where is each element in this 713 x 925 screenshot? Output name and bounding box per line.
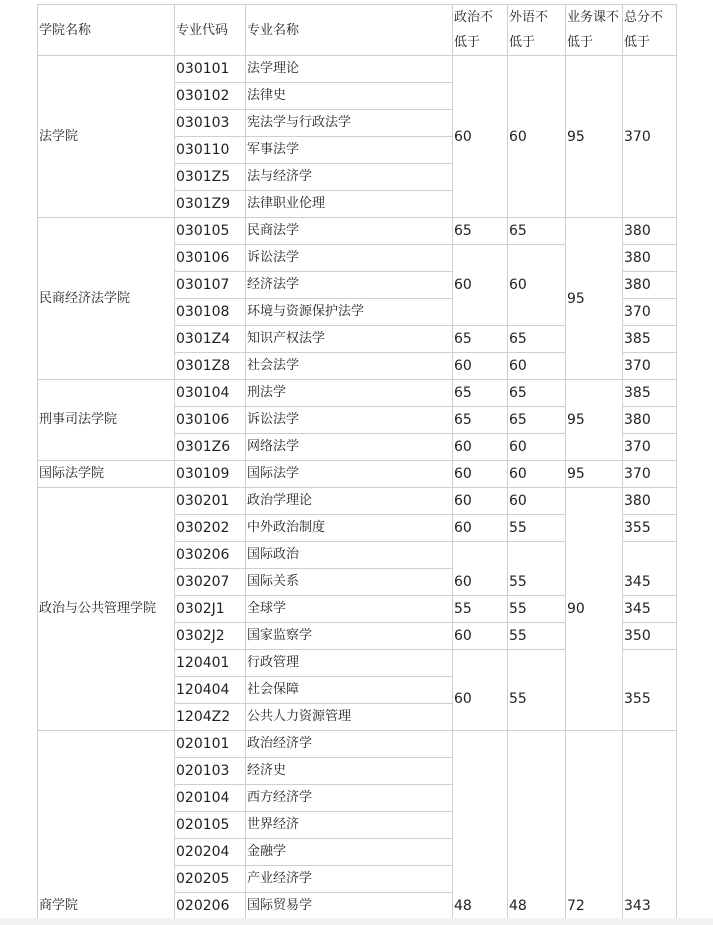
name-cell: 经济史 [246,758,453,785]
name-cell: 法律史 [246,83,453,110]
header-college: 学院名称 [38,5,175,56]
admission-score-table [37,4,677,918]
college-cell: 国际法学院 [38,461,175,488]
major-cell: 72 [566,731,623,919]
language-cell: 48 [508,731,566,919]
code-cell: 0301Z9 [175,191,246,218]
language-cell: 55 [508,596,566,623]
total-cell: 370 [623,299,677,326]
politics-cell: 60 [453,650,508,731]
major-cell: 95 [566,56,623,218]
language-cell: 55 [508,515,566,542]
total-cell: 385 [623,380,677,407]
total-cell: 380 [623,272,677,299]
politics-cell: 60 [453,542,508,596]
code-cell: 020206 [175,893,246,919]
language-cell: 65 [508,326,566,353]
name-cell: 刑法学 [246,380,453,407]
code-cell: 020205 [175,866,246,893]
total-cell: 355 [623,650,677,731]
total-cell: 345 [623,542,677,596]
language-cell: 55 [508,542,566,596]
name-cell: 宪法学与行政法学 [246,110,453,137]
name-cell: 社会法学 [246,353,453,380]
politics-cell: 60 [453,623,508,650]
code-cell: 0301Z4 [175,326,246,353]
name-cell: 产业经济学 [246,866,453,893]
code-cell: 030107 [175,272,246,299]
major-cell: 95 [566,380,623,461]
total-cell: 343 [623,731,677,919]
code-cell: 030105 [175,218,246,245]
college-cell: 刑事司法学院 [38,380,175,461]
header-language: 外语不 低于 [508,5,566,56]
code-cell: 0302J2 [175,623,246,650]
table-row [38,218,677,245]
code-cell: 0301Z8 [175,353,246,380]
total-cell: 370 [623,434,677,461]
table-row [38,380,677,407]
code-cell: 030206 [175,542,246,569]
name-cell: 军事法学 [246,137,453,164]
total-cell: 370 [623,461,677,488]
code-cell: 030110 [175,137,246,164]
language-cell: 65 [508,218,566,245]
language-cell: 60 [508,56,566,218]
name-cell: 社会保障 [246,677,453,704]
code-cell: 030104 [175,380,246,407]
name-cell: 国际贸易学 [246,893,453,919]
name-cell: 民商法学 [246,218,453,245]
politics-cell: 60 [453,434,508,461]
code-cell: 030101 [175,56,246,83]
politics-cell: 60 [453,353,508,380]
code-cell: 030106 [175,407,246,434]
code-cell: 020103 [175,758,246,785]
name-cell: 中外政治制度 [246,515,453,542]
total-cell: 385 [623,326,677,353]
total-cell: 370 [623,353,677,380]
politics-cell: 65 [453,326,508,353]
name-cell: 法学理论 [246,56,453,83]
name-cell: 知识产权法学 [246,326,453,353]
name-cell: 国际关系 [246,569,453,596]
politics-cell: 60 [453,56,508,218]
language-cell: 65 [508,380,566,407]
header-politics: 政治不 低于 [453,5,508,56]
code-cell: 030202 [175,515,246,542]
language-cell: 65 [508,407,566,434]
header-code: 专业代码 [175,5,246,56]
header-name: 专业名称 [246,5,453,56]
total-cell: 355 [623,515,677,542]
code-cell: 020101 [175,731,246,758]
table-row [38,461,677,488]
total-cell: 380 [623,245,677,272]
politics-cell: 65 [453,218,508,245]
politics-cell: 65 [453,407,508,434]
table-header-row [38,5,677,56]
code-cell: 0302J1 [175,596,246,623]
code-cell: 030109 [175,461,246,488]
code-cell: 030106 [175,245,246,272]
total-cell: 370 [623,56,677,218]
name-cell: 国际法学 [246,461,453,488]
code-cell: 030207 [175,569,246,596]
college-cell: 政治与公共管理学院 [38,488,175,731]
major-cell: 90 [566,488,623,731]
name-cell: 诉讼法学 [246,407,453,434]
name-cell: 环境与资源保护法学 [246,299,453,326]
politics-cell: 60 [453,488,508,515]
language-cell: 60 [508,245,566,326]
name-cell: 西方经济学 [246,785,453,812]
name-cell: 金融学 [246,839,453,866]
name-cell: 政治学理论 [246,488,453,515]
college-cell: 民商经济法学院 [38,218,175,380]
major-cell: 95 [566,218,623,380]
code-cell: 030103 [175,110,246,137]
politics-cell: 60 [453,245,508,326]
header-total: 总分不 低于 [623,5,677,56]
politics-cell: 48 [453,731,508,919]
total-cell: 380 [623,218,677,245]
total-cell: 380 [623,488,677,515]
code-cell: 030102 [175,83,246,110]
language-cell: 60 [508,353,566,380]
major-cell: 95 [566,461,623,488]
code-cell: 030108 [175,299,246,326]
code-cell: 120401 [175,650,246,677]
code-cell: 020104 [175,785,246,812]
politics-cell: 65 [453,380,508,407]
name-cell: 政治经济学 [246,731,453,758]
name-cell: 全球学 [246,596,453,623]
code-cell: 020204 [175,839,246,866]
name-cell: 法与经济学 [246,164,453,191]
name-cell: 法律职业伦理 [246,191,453,218]
language-cell: 60 [508,461,566,488]
language-cell: 55 [508,650,566,731]
code-cell: 030201 [175,488,246,515]
college-cell: 商学院 [38,731,175,919]
name-cell: 诉讼法学 [246,245,453,272]
code-cell: 0301Z6 [175,434,246,461]
name-cell: 网络法学 [246,434,453,461]
politics-cell: 60 [453,461,508,488]
name-cell: 世界经济 [246,812,453,839]
language-cell: 60 [508,488,566,515]
table-row [38,56,677,83]
name-cell: 公共人力资源管理 [246,704,453,731]
table-row [38,488,677,515]
table-row [38,731,677,758]
name-cell: 经济法学 [246,272,453,299]
code-cell: 1204Z2 [175,704,246,731]
bottom-edge [0,918,713,925]
name-cell: 行政管理 [246,650,453,677]
politics-cell: 60 [453,515,508,542]
name-cell: 国际政治 [246,542,453,569]
code-cell: 0301Z5 [175,164,246,191]
total-cell: 345 [623,596,677,623]
header-major: 业务课不 低于 [566,5,623,56]
name-cell: 国家监察学 [246,623,453,650]
total-cell: 350 [623,623,677,650]
code-cell: 120404 [175,677,246,704]
college-cell: 法学院 [38,56,175,218]
politics-cell: 55 [453,596,508,623]
code-cell: 020105 [175,812,246,839]
language-cell: 55 [508,623,566,650]
language-cell: 60 [508,434,566,461]
total-cell: 380 [623,407,677,434]
